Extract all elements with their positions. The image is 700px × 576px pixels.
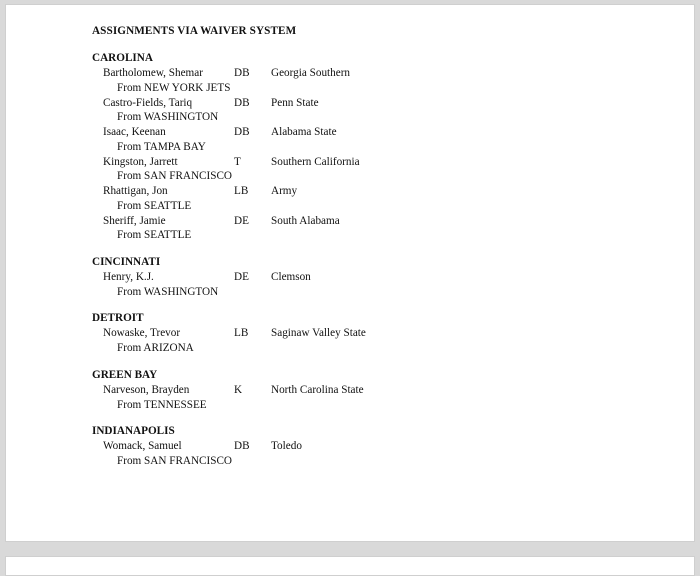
player-school: Penn State (271, 96, 319, 109)
player-position: DB (234, 67, 250, 79)
player-name: Bartholomew, Shemar (103, 67, 203, 79)
player-position: DE (234, 214, 249, 227)
player-entry (92, 440, 652, 470)
player-entry (92, 327, 652, 357)
player-entry (92, 215, 652, 245)
player-position: DB (234, 126, 250, 138)
player-from-team: From SEATTLE (117, 199, 192, 212)
player-entry (92, 126, 652, 156)
player-position: DB (234, 440, 250, 452)
player-school: Alabama State (271, 126, 337, 138)
player-entry (92, 185, 652, 215)
player-from-team: From SEATTLE (117, 229, 192, 241)
player-name: Rhattigan, Jon (103, 185, 168, 197)
player-school: Georgia Southern (271, 67, 351, 79)
player-from-team: From ARIZONA (117, 341, 194, 354)
player-school: South Alabama (271, 214, 340, 227)
player-from-team: From WASHINGTON (117, 285, 219, 298)
player-school: Saginaw Valley State (271, 327, 366, 339)
player-name: Henry, K.J. (103, 271, 154, 283)
player-name: Sheriff, Jamie (103, 214, 166, 227)
player-from-team: From TAMPA BAY (117, 140, 206, 153)
player-entry (92, 156, 652, 186)
player-school: Army (271, 185, 298, 197)
player-name: Isaac, Keenan (103, 126, 166, 138)
player-name: Womack, Samuel (103, 440, 182, 452)
player-entry (92, 67, 652, 97)
team-heading-carolina: CAROLINA (92, 52, 153, 64)
player-from-team: From TENNESSEE (117, 398, 207, 411)
player-name: Nowaske, Trevor (103, 327, 181, 339)
player-from-team: From SAN FRANCISCO (117, 454, 233, 467)
player-name: Narveson, Brayden (103, 384, 190, 396)
player-from-team: From SAN FRANCISCO (117, 170, 233, 182)
player-entry (92, 97, 652, 127)
player-school: Southern California (271, 155, 360, 168)
player-name: Kingston, Jarrett (103, 155, 178, 168)
player-position: LB (234, 185, 249, 197)
document-title: ASSIGNMENTS VIA WAIVER SYSTEM (92, 25, 297, 37)
player-position: DB (234, 96, 250, 109)
team-heading-cincinnati: CINCINNATI (92, 256, 161, 268)
player-from-team: From NEW YORK JETS (117, 81, 231, 94)
next-page-edge (5, 556, 695, 576)
team-heading-detroit: DETROIT (92, 312, 144, 324)
player-position: DE (234, 271, 249, 283)
player-position: K (234, 384, 243, 396)
player-school: Toledo (271, 440, 302, 452)
player-position: T (234, 155, 241, 168)
document-page (5, 4, 695, 542)
player-position: LB (234, 327, 249, 339)
player-school: Clemson (271, 271, 311, 283)
player-from-team: From WASHINGTON (117, 111, 219, 123)
team-heading-indianapolis: INDIANAPOLIS (92, 425, 175, 437)
player-entry (92, 384, 652, 414)
team-heading-green-bay: GREEN BAY (92, 369, 158, 381)
player-school: North Carolina State (271, 384, 364, 396)
player-name: Castro-Fields, Tariq (103, 96, 193, 109)
player-entry (92, 271, 652, 301)
